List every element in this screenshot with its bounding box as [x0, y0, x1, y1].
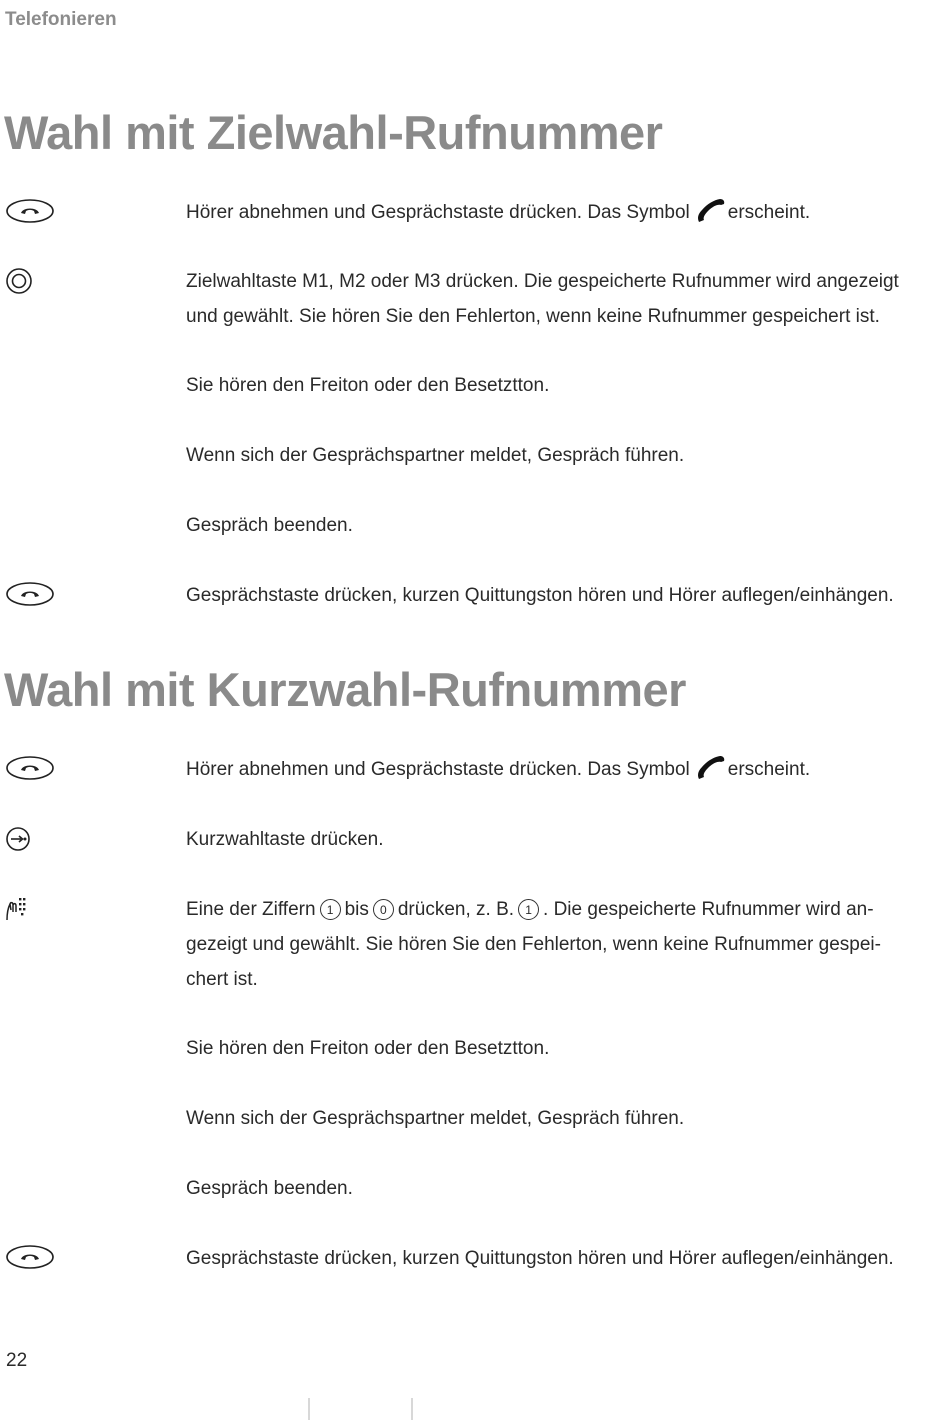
step-text: Gesprächstaste drücken, kurzen Quittungston hören und Hörer auflegen/einhängen. — [186, 1248, 894, 1269]
keypad-entry-icon — [5, 896, 27, 922]
digit-key-1: 1 — [320, 899, 341, 920]
step-text: Sie hören den Freiton oder den Besetztton. — [186, 375, 550, 396]
step-text: Wenn sich der Gesprächspartner meldet, Gespräch führen. — [186, 445, 685, 466]
handset-icon — [696, 198, 726, 236]
step-text: Hörer abnehmen und Gesprächstaste drücken. Das Symbol erscheint. — [186, 752, 886, 793]
step-text: Kurzwahltaste drücken. — [186, 829, 384, 850]
scan-artifact — [411, 1398, 413, 1420]
page-header: Telefonieren — [5, 9, 117, 30]
section-title-zielwahl: Wahl mit Zielwahl-Rufnummer — [4, 106, 663, 159]
page-number: 22 — [6, 1350, 28, 1371]
digit-key-1: 1 — [518, 899, 539, 920]
step-text: Zielwahltaste M1, M2 oder M3 drücken. Die gespeicherte Rufnummer wird angezeigt und gewählt. Sie hören Sie den Fehlerton, wenn keine Rufnummer gespeichert ist. — [186, 271, 899, 327]
talk-key-icon — [5, 580, 55, 608]
speed-dial-key-icon — [5, 826, 31, 852]
section-title-kurzwahl: Wahl mit Kurzwahl-Rufnummer — [4, 663, 686, 716]
step-text: Wenn sich der Gesprächspartner meldet, Gespräch führen. — [186, 1108, 685, 1129]
step-text: Eine der Ziffern 1 bis 0 drücken, z. B. 1 . Die gespeicherte Rufnummer wird an- gezeigt und gewählt. Sie hören Sie den Fehlerton, wenn keine Rufnummer gespei- chert ist. — [186, 899, 881, 990]
handset-icon — [696, 755, 726, 793]
step-text: Gespräch beenden. — [186, 1178, 353, 1199]
talk-key-icon — [5, 754, 55, 782]
step-text: Sie hören den Freiton oder den Besetztton. — [186, 1038, 550, 1059]
talk-key-icon — [5, 197, 55, 225]
step-text: Gesprächstaste drücken, kurzen Quittungston hören und Hörer auflegen/einhängen. — [186, 585, 894, 606]
step-text: Gespräch beenden. — [186, 515, 353, 536]
target-dial-key-icon — [5, 267, 33, 295]
digit-key-0: 0 — [373, 899, 394, 920]
talk-key-icon — [5, 1243, 55, 1271]
scan-artifact — [308, 1398, 310, 1420]
step-text: Hörer abnehmen und Gesprächstaste drücken. Das Symbol erscheint. — [186, 195, 886, 236]
